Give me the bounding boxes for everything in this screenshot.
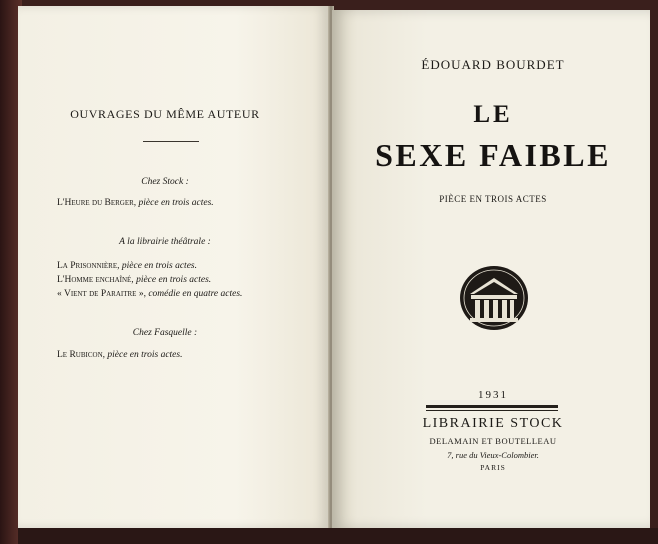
publisher-rule-thin	[426, 410, 558, 411]
author-name: ÉDOUARD BOURDET	[421, 57, 565, 72]
work-line: L'Heure du Berger, pièce en trois actes.	[57, 198, 214, 208]
publisher-rule-thick	[426, 405, 558, 408]
section-header-stock: Chez Stock :	[141, 177, 189, 187]
heading-rule	[143, 141, 199, 142]
work-line: Le Rubicon, pièce en trois actes.	[57, 350, 183, 360]
publisher-partners: DELAMAIN ET BOUTELLEAU	[429, 436, 557, 446]
work-line: « Vient de Paraitre », comédie en quatre actes.	[57, 289, 243, 299]
publication-year: 1931	[478, 389, 508, 401]
work-line: La Prisonnière, pièce en trois actes.	[57, 261, 197, 271]
title-line-2: SEXE FAIBLE	[375, 137, 611, 173]
works-heading: OUVRAGES DU MÊME AUTEUR	[70, 107, 260, 121]
subtitle: PIÈCE EN TROIS ACTES	[439, 194, 547, 204]
book-bottom-edge	[18, 528, 658, 544]
publisher-address: 7, rue du Vieux-Colombier.	[447, 450, 539, 460]
work-line: L'Homme enchaîné, pièce en trois actes.	[57, 275, 212, 285]
section-header-librairie-theatrale: A la librairie théâtrale :	[119, 237, 211, 247]
title-line-1: LE	[473, 101, 513, 128]
publisher-city: PARIS	[480, 463, 506, 472]
section-header-fasquelle: Chez Fasquelle :	[132, 328, 198, 338]
publisher-name: LIBRAIRIE STOCK	[422, 416, 564, 431]
publisher-emblem-icon	[458, 264, 530, 332]
